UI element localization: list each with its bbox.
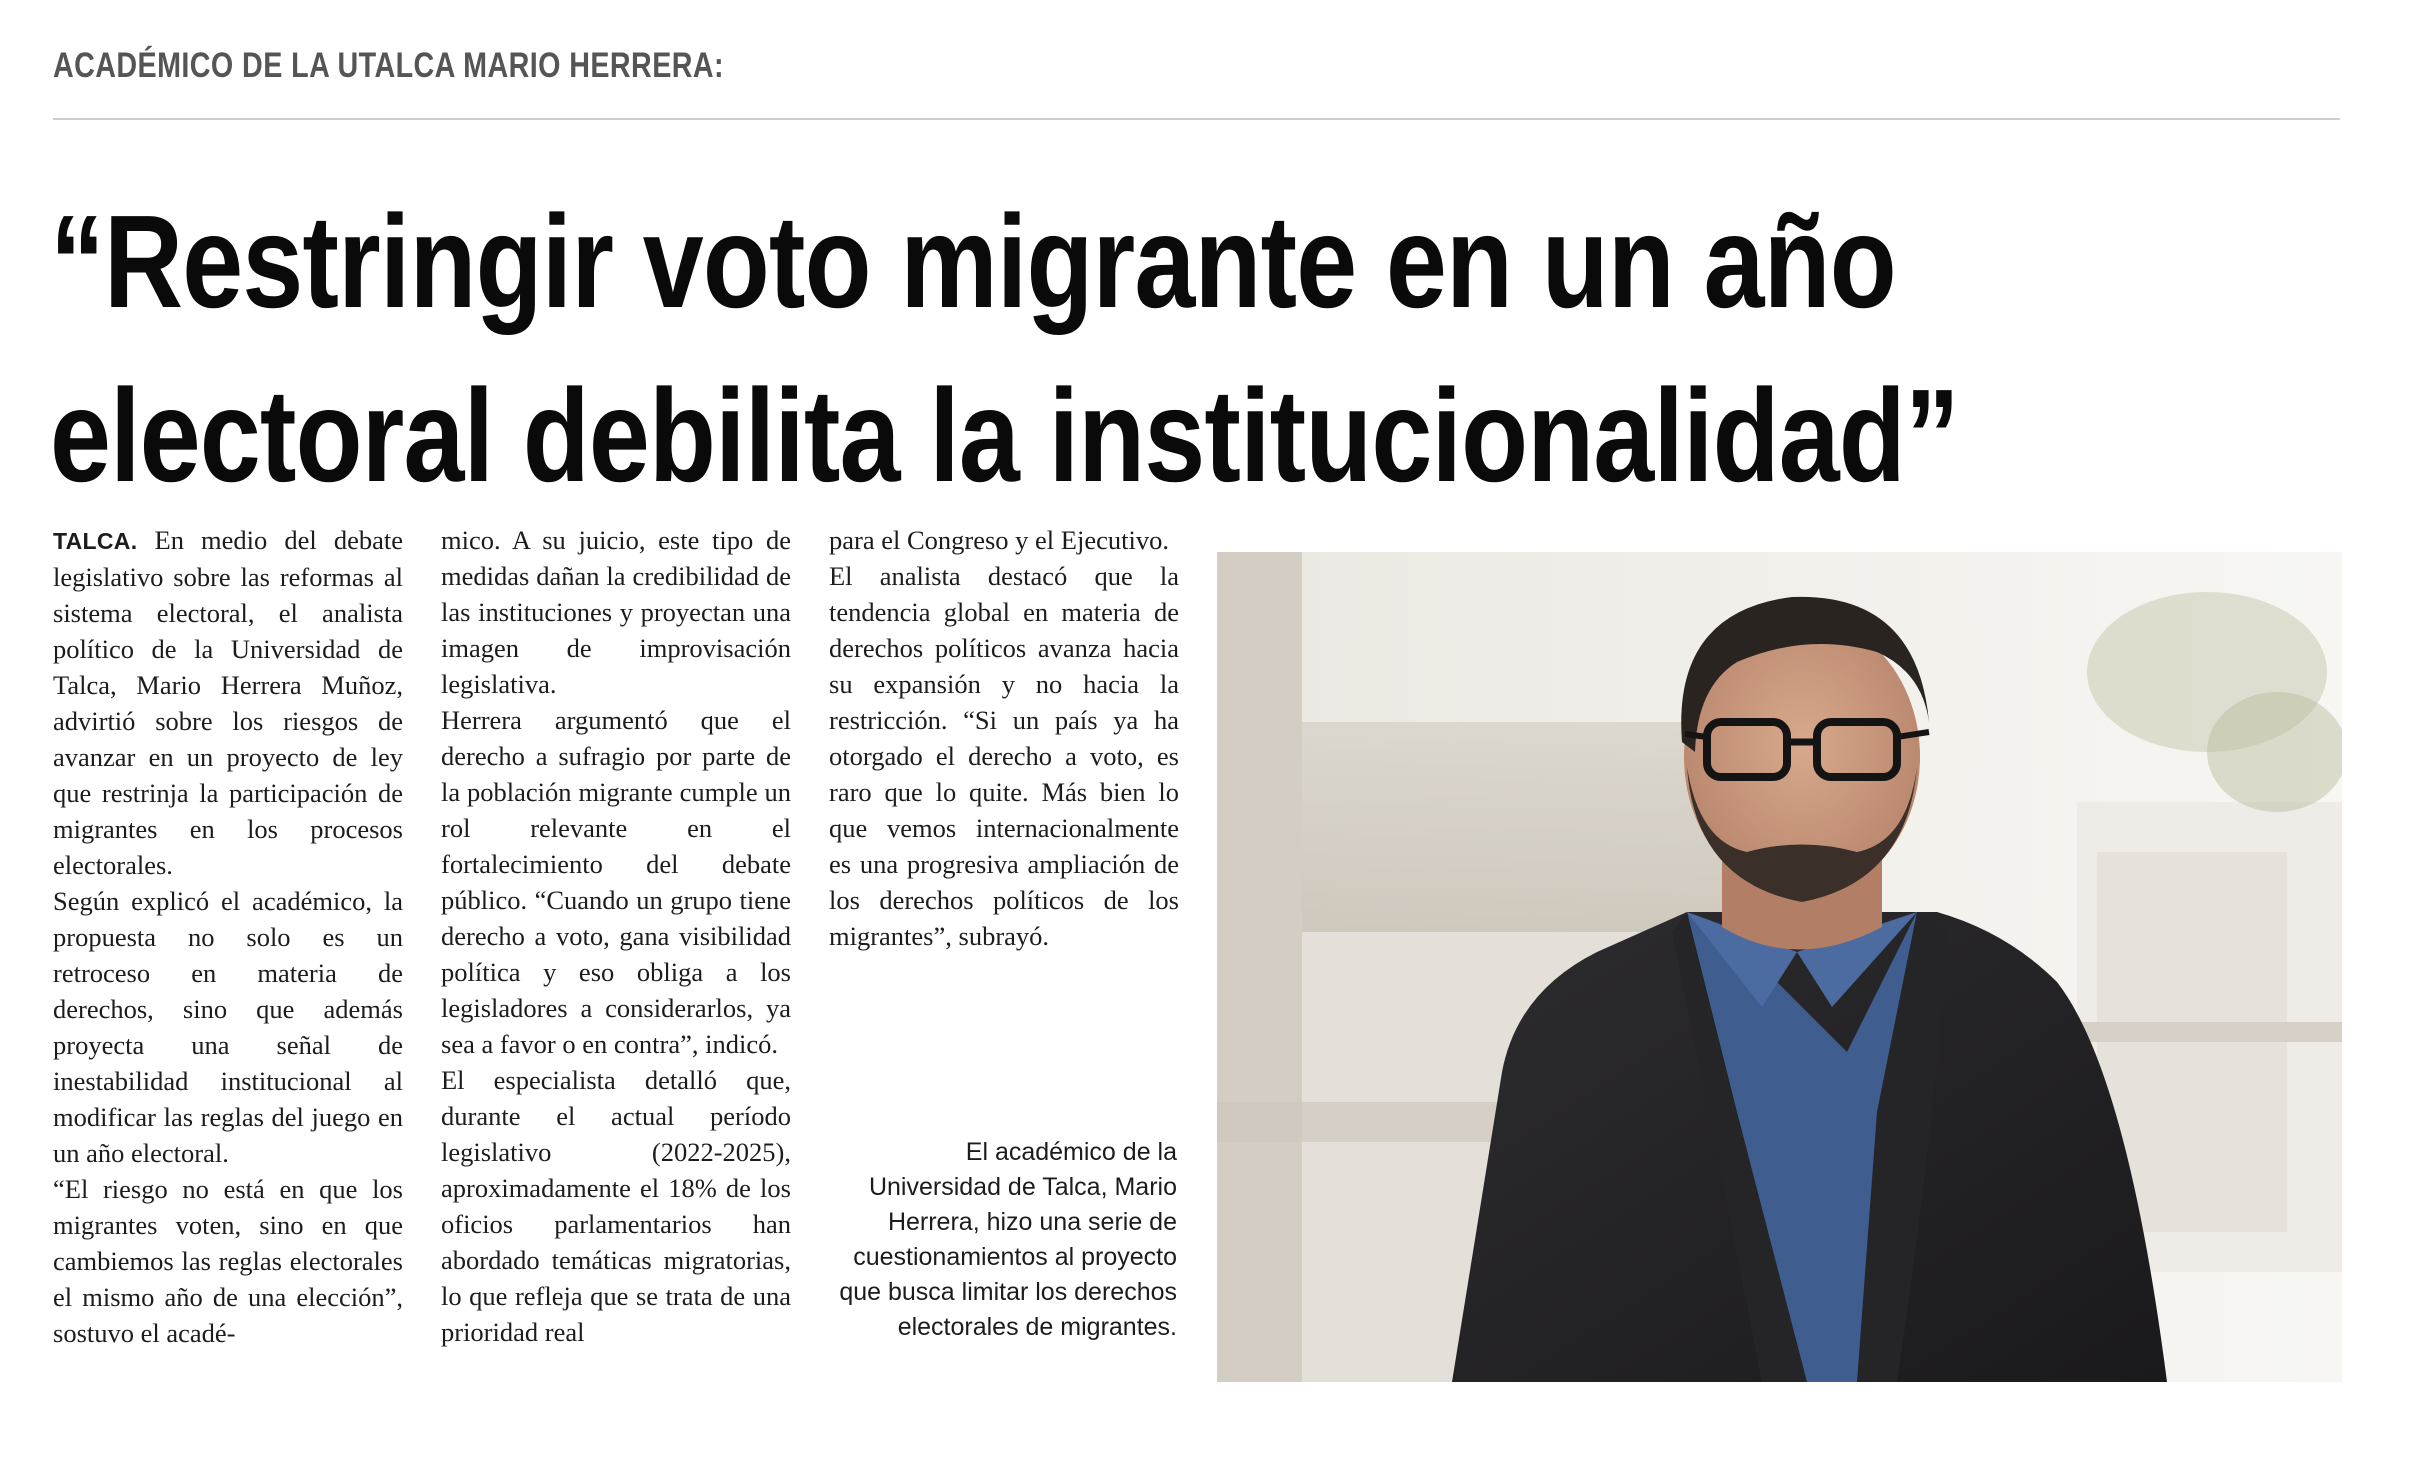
body-paragraph: Herrera argumentó que el derecho a sufragio por parte de la población migrante cumple un rol relevante en el fortalecimiento del debate público. “Cuando un grupo tiene derecho a voto, gana visibilidad política y eso obliga a los legisladores a considerarlos, ya sea a favor o en contra”, indicó. (441, 705, 791, 1059)
body-paragraph: TALCA. En medio del debate legislativo sobre las reformas al sistema electoral, el analista político de la Universidad de Talca, Mario Herrera Muñoz, advirtió sobre los riesgos de avanzar en un proyecto de ley que restrinja la participación de migrantes en los procesos electorales. (53, 525, 403, 880)
header-divider (53, 118, 2340, 120)
body-paragraph: El analista destacó que la tendencia global en materia de derechos políticos avanza hacia su expansión y no hacia la restricción. “Si un país ya ha otorgado el derecho a voto, es raro que lo quite. Más bien lo que vemos internacionalmente es una progresiva ampliación de los derechos políticos de los migrantes”, subrayó. (829, 561, 1179, 951)
article-kicker: ACADÉMICO DE LA UTALCA MARIO HERRERA: (53, 46, 724, 85)
body-paragraph: El especialista detalló que, durante el actual período legislativo (2022-2025), aproximadamente el 18% de los oficios parlamentarios han abordado temáticas migratorias, lo que refleja que se trata de una prioridad real (441, 1065, 791, 1347)
headline-line-1: “Restringir voto migrante en un año (50, 188, 1896, 335)
dateline: TALCA. (53, 528, 138, 554)
headline-line-2: electoral debilita la institucionalidad” (50, 362, 1959, 509)
body-paragraph: para el Congreso y el Ejecutivo. (829, 525, 1169, 555)
body-paragraph: Según explicó el académico, la propuesta no solo es un retroceso en materia de derechos, sino que además proyecta una señal de inestabilidad institucional al modificar las reglas del juego en un año electoral. (53, 886, 403, 1168)
body-column-3 (829, 522, 1179, 954)
article-headline (50, 175, 2350, 523)
body-column-2 (441, 522, 791, 1350)
photo-caption: El académico de la Universidad de Talca, Mario Herrera, hizo una serie de cuestionamientos al proyecto que busca limitar los derechos electorales de migrantes. (839, 1138, 1177, 1341)
body-paragraph: mico. A su juicio, este tipo de medidas dañan la credibilidad de las instituciones y proyectan una imagen de improvisación legislativa. (441, 525, 791, 699)
body-paragraph: “El riesgo no está en que los migrantes voten, sino en que cambiemos las reglas electorales el mismo año de una elección”, sostuvo el acadé- (53, 1174, 403, 1348)
body-column-1 (53, 522, 403, 1351)
portrait-photo (1217, 552, 2342, 1382)
